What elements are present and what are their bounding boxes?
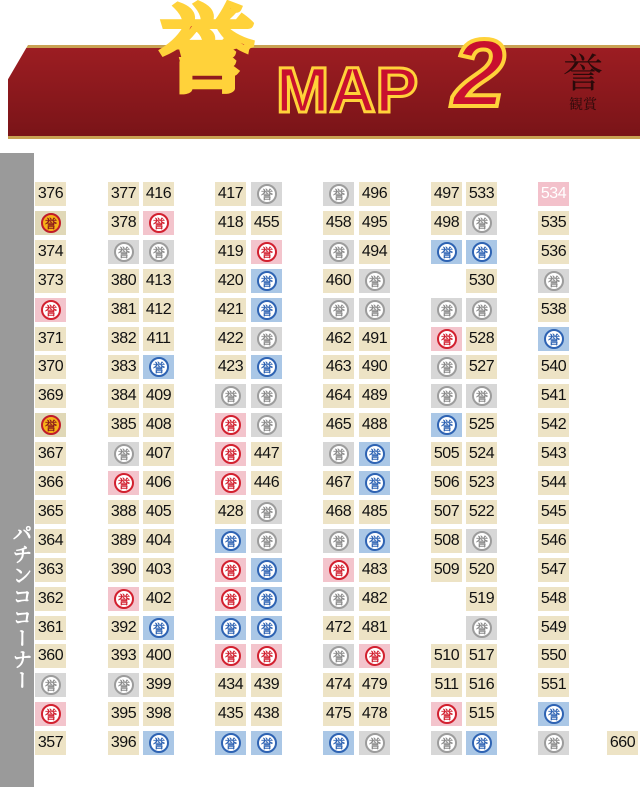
- seat-number[interactable]: 383: [108, 355, 139, 379]
- emblem-icon: 誉: [472, 618, 492, 638]
- red-machine-icon[interactable]: [215, 413, 246, 437]
- emblem-icon: 誉: [437, 357, 457, 377]
- emblem-icon: 誉: [41, 675, 61, 695]
- emblem-icon: 誉: [544, 271, 564, 291]
- seat-number[interactable]: 524: [466, 442, 497, 466]
- seat-number[interactable]: 361: [35, 616, 66, 640]
- emblem-icon: 誉: [544, 733, 564, 753]
- gray-machine-icon[interactable]: [466, 616, 497, 640]
- banner-kanji: 誉: [160, 0, 251, 106]
- red-machine-icon[interactable]: [143, 211, 174, 235]
- seat-number[interactable]: 536: [538, 240, 569, 264]
- emblem-icon: 誉: [329, 560, 349, 580]
- seat-number[interactable]: 523: [466, 471, 497, 495]
- seat-number[interactable]: 528: [466, 327, 497, 351]
- emblem-icon: 誉: [257, 184, 277, 204]
- gray-machine-icon[interactable]: [431, 355, 462, 379]
- emblem-icon: 誉: [437, 415, 457, 435]
- seat-number[interactable]: 542: [538, 413, 569, 437]
- seat-number[interactable]: 382: [108, 327, 139, 351]
- seat-number[interactable]: 472: [323, 616, 354, 640]
- header-banner: [0, 0, 640, 140]
- seat-number[interactable]: 495: [359, 211, 390, 235]
- seat-number[interactable]: 423: [215, 355, 246, 379]
- gray-machine-icon[interactable]: [538, 731, 569, 755]
- seat-number[interactable]: 481: [359, 616, 390, 640]
- emblem-icon: 誉: [257, 531, 277, 551]
- seat-number[interactable]: 377: [108, 182, 139, 206]
- seat-number[interactable]: 385: [108, 413, 139, 437]
- emblem-icon: 誉: [472, 300, 492, 320]
- seat-number[interactable]: 540: [538, 355, 569, 379]
- emblem-icon: 誉: [257, 618, 277, 638]
- seat-number[interactable]: 549: [538, 616, 569, 640]
- seat-number[interactable]: 455: [251, 211, 282, 235]
- seat-number[interactable]: 406: [143, 471, 174, 495]
- gray-machine-icon[interactable]: [251, 529, 282, 553]
- gray-machine-icon[interactable]: [359, 298, 390, 322]
- seat-number[interactable]: 405: [143, 500, 174, 524]
- gray-machine-icon[interactable]: [251, 327, 282, 351]
- gray-machine-icon[interactable]: [323, 587, 354, 611]
- seat-number[interactable]: 362: [35, 587, 66, 611]
- emblem-icon: 誉: [221, 415, 241, 435]
- emblem-icon: 誉: [544, 329, 564, 349]
- red-machine-icon[interactable]: [323, 558, 354, 582]
- seat-number[interactable]: 413: [143, 269, 174, 293]
- emblem-icon: 誉: [149, 242, 169, 262]
- red-machine-icon[interactable]: [251, 240, 282, 264]
- seat-number[interactable]: 388: [108, 500, 139, 524]
- seat-number[interactable]: 482: [359, 587, 390, 611]
- seat-number[interactable]: 458: [323, 211, 354, 235]
- seat-number[interactable]: 421: [215, 298, 246, 322]
- emblem-icon: 誉: [472, 733, 492, 753]
- blue-machine-icon[interactable]: [251, 355, 282, 379]
- seat-number[interactable]: 516: [466, 673, 497, 697]
- seat-number[interactable]: 403: [143, 558, 174, 582]
- seat-number[interactable]: 522: [466, 500, 497, 524]
- seat-number[interactable]: 412: [143, 298, 174, 322]
- gray-machine-icon[interactable]: [323, 442, 354, 466]
- seat-number[interactable]: 507: [431, 500, 462, 524]
- emblem-icon: 誉: [257, 242, 277, 262]
- seat-number[interactable]: 505: [431, 442, 462, 466]
- banner-title: MAP: [276, 54, 419, 126]
- gray-machine-icon[interactable]: [108, 442, 139, 466]
- seat-number[interactable]: 363: [35, 558, 66, 582]
- red-machine-icon[interactable]: [359, 644, 390, 668]
- emblem-icon: 誉: [257, 733, 277, 753]
- seat-number[interactable]: 360: [35, 644, 66, 668]
- seat-number[interactable]: 510: [431, 644, 462, 668]
- gray-machine-icon[interactable]: [108, 240, 139, 264]
- blue-machine-icon[interactable]: [466, 731, 497, 755]
- emblem-icon: 誉: [257, 329, 277, 349]
- gold-machine-icon[interactable]: [35, 211, 66, 235]
- blue-machine-icon[interactable]: [251, 558, 282, 582]
- blue-machine-icon[interactable]: [251, 269, 282, 293]
- seat-number[interactable]: 396: [108, 731, 139, 755]
- red-machine-icon[interactable]: [215, 587, 246, 611]
- emblem-icon: 誉: [41, 213, 61, 233]
- red-machine-icon[interactable]: [215, 471, 246, 495]
- blue-machine-icon[interactable]: [359, 471, 390, 495]
- seat-number[interactable]: 547: [538, 558, 569, 582]
- emblem-icon: 誉: [329, 300, 349, 320]
- emblem-icon: 誉: [472, 531, 492, 551]
- seat-number[interactable]: 508: [431, 529, 462, 553]
- blue-machine-icon[interactable]: [251, 616, 282, 640]
- emblem-icon: 誉: [329, 184, 349, 204]
- gray-machine-icon[interactable]: [323, 240, 354, 264]
- seat-number[interactable]: 408: [143, 413, 174, 437]
- gray-machine-icon[interactable]: [108, 673, 139, 697]
- emblem-icon: 誉: [365, 733, 385, 753]
- seat-number[interactable]: 490: [359, 355, 390, 379]
- emblem-icon: 誉: [114, 589, 134, 609]
- blue-machine-icon[interactable]: [143, 355, 174, 379]
- emblem-icon: 誉: [329, 242, 349, 262]
- seat-number[interactable]: 519: [466, 587, 497, 611]
- red-machine-icon[interactable]: [251, 644, 282, 668]
- seat-number[interactable]: 357: [35, 731, 66, 755]
- blue-machine-icon[interactable]: [215, 616, 246, 640]
- emblem-icon: 誉: [257, 646, 277, 666]
- seat-number[interactable]: 393: [108, 644, 139, 668]
- red-machine-icon[interactable]: [431, 327, 462, 351]
- seat-number[interactable]: 381: [108, 298, 139, 322]
- seat-number[interactable]: 369: [35, 384, 66, 408]
- seat-number[interactable]: 371: [35, 327, 66, 351]
- gray-machine-icon[interactable]: [323, 182, 354, 206]
- side-section-label: [0, 153, 34, 787]
- seat-number[interactable]: 373: [35, 269, 66, 293]
- gray-machine-icon[interactable]: [215, 384, 246, 408]
- seat-number[interactable]: 544: [538, 471, 569, 495]
- seat-number[interactable]: 422: [215, 327, 246, 351]
- seat-number[interactable]: 538: [538, 298, 569, 322]
- seat-number[interactable]: 446: [251, 471, 282, 495]
- seat-number[interactable]: 551: [538, 673, 569, 697]
- gray-machine-icon[interactable]: [251, 413, 282, 437]
- brand-logo: 誉 観賞: [563, 51, 603, 113]
- blue-machine-icon[interactable]: [538, 702, 569, 726]
- emblem-icon: 誉: [221, 733, 241, 753]
- seat-number[interactable]: 464: [323, 384, 354, 408]
- blue-machine-icon[interactable]: [251, 587, 282, 611]
- seat-number[interactable]: 545: [538, 500, 569, 524]
- gray-machine-icon[interactable]: [466, 384, 497, 408]
- emblem-icon: 誉: [257, 300, 277, 320]
- blue-machine-icon[interactable]: [323, 731, 354, 755]
- seat-number[interactable]: 498: [431, 211, 462, 235]
- seat-number[interactable]: 439: [251, 673, 282, 697]
- seat-number[interactable]: 390: [108, 558, 139, 582]
- emblem-icon: 誉: [365, 444, 385, 464]
- red-machine-icon[interactable]: [431, 702, 462, 726]
- seat-number[interactable]: 475: [323, 702, 354, 726]
- gray-machine-icon[interactable]: [359, 269, 390, 293]
- seat-number[interactable]: 543: [538, 442, 569, 466]
- gray-machine-icon[interactable]: [466, 529, 497, 553]
- emblem-icon: 誉: [257, 357, 277, 377]
- seat-number[interactable]: 416: [143, 182, 174, 206]
- seat-number[interactable]: 468: [323, 500, 354, 524]
- gray-machine-icon[interactable]: [359, 731, 390, 755]
- emblem-icon: 誉: [472, 242, 492, 262]
- seat-number[interactable]: 434: [215, 673, 246, 697]
- blue-machine-icon[interactable]: [466, 240, 497, 264]
- gray-machine-icon[interactable]: [466, 211, 497, 235]
- emblem-icon: 誉: [41, 300, 61, 320]
- blue-machine-icon[interactable]: [215, 731, 246, 755]
- seat-number[interactable]: 378: [108, 211, 139, 235]
- seat-number[interactable]: 527: [466, 355, 497, 379]
- pachinko-corner-label: パチンココーナー: [9, 523, 31, 691]
- gray-machine-icon[interactable]: [323, 644, 354, 668]
- emblem-icon: 誉: [114, 444, 134, 464]
- red-machine-icon[interactable]: [108, 471, 139, 495]
- blue-machine-icon[interactable]: [251, 731, 282, 755]
- seat-number[interactable]: 530: [466, 269, 497, 293]
- emblem-icon: 誉: [41, 704, 61, 724]
- emblem-icon: 誉: [114, 675, 134, 695]
- blue-machine-icon[interactable]: [359, 442, 390, 466]
- seat-number[interactable]: 460: [323, 269, 354, 293]
- seat-number[interactable]: 546: [538, 529, 569, 553]
- seat-number[interactable]: 417: [215, 182, 246, 206]
- seat-number[interactable]: 491: [359, 327, 390, 351]
- seat-number[interactable]: 374: [35, 240, 66, 264]
- seat-number[interactable]: 506: [431, 471, 462, 495]
- gray-machine-icon[interactable]: [431, 298, 462, 322]
- emblem-icon: 誉: [329, 531, 349, 551]
- seat-number[interactable]: 419: [215, 240, 246, 264]
- seat-number[interactable]: 409: [143, 384, 174, 408]
- seat-number[interactable]: 407: [143, 442, 174, 466]
- blue-machine-icon[interactable]: [431, 413, 462, 437]
- emblem-icon: 誉: [257, 271, 277, 291]
- seat-number[interactable]: 520: [466, 558, 497, 582]
- gray-machine-icon[interactable]: [431, 731, 462, 755]
- seat-number[interactable]: 534: [538, 182, 569, 206]
- emblem-icon: 誉: [365, 300, 385, 320]
- blue-machine-icon[interactable]: [215, 529, 246, 553]
- seat-number[interactable]: 399: [143, 673, 174, 697]
- seat-number[interactable]: 398: [143, 702, 174, 726]
- seat-number[interactable]: 488: [359, 413, 390, 437]
- seat-number[interactable]: 420: [215, 269, 246, 293]
- emblem-icon: 誉: [472, 213, 492, 233]
- emblem-icon: 誉: [149, 357, 169, 377]
- seat-number[interactable]: 479: [359, 673, 390, 697]
- emblem-icon: 誉: [257, 386, 277, 406]
- red-machine-icon[interactable]: [35, 702, 66, 726]
- gray-machine-icon[interactable]: [323, 298, 354, 322]
- emblem-icon: 誉: [365, 531, 385, 551]
- seat-number[interactable]: 494: [359, 240, 390, 264]
- seat-number[interactable]: 483: [359, 558, 390, 582]
- emblem-icon: 誉: [41, 415, 61, 435]
- emblem-icon: 誉: [437, 329, 457, 349]
- seat-number[interactable]: 509: [431, 558, 462, 582]
- red-machine-icon[interactable]: [108, 587, 139, 611]
- red-machine-icon[interactable]: [215, 644, 246, 668]
- gray-machine-icon[interactable]: [251, 182, 282, 206]
- emblem-icon: 誉: [257, 502, 277, 522]
- seat-number[interactable]: 496: [359, 182, 390, 206]
- emblem-icon: 誉: [437, 300, 457, 320]
- blue-machine-icon[interactable]: [359, 529, 390, 553]
- seat-number[interactable]: 474: [323, 673, 354, 697]
- gray-machine-icon[interactable]: [466, 298, 497, 322]
- emblem-icon: 誉: [437, 386, 457, 406]
- seat-number[interactable]: 497: [431, 182, 462, 206]
- emblem-icon: 誉: [329, 646, 349, 666]
- emblem-icon: 誉: [221, 473, 241, 493]
- seat-number[interactable]: 517: [466, 644, 497, 668]
- seat-number[interactable]: 463: [323, 355, 354, 379]
- blue-machine-icon[interactable]: [251, 298, 282, 322]
- emblem-icon: 誉: [221, 560, 241, 580]
- emblem-icon: 誉: [437, 242, 457, 262]
- gray-machine-icon[interactable]: [431, 384, 462, 408]
- seat-number[interactable]: 533: [466, 182, 497, 206]
- blue-machine-icon[interactable]: [431, 240, 462, 264]
- emblem-icon: 誉: [221, 646, 241, 666]
- seat-number[interactable]: 541: [538, 384, 569, 408]
- gray-machine-icon[interactable]: [35, 673, 66, 697]
- seat-number[interactable]: 380: [108, 269, 139, 293]
- seat-number[interactable]: 435: [215, 702, 246, 726]
- seat-number[interactable]: 376: [35, 182, 66, 206]
- emblem-icon: 誉: [149, 618, 169, 638]
- gold-machine-icon[interactable]: [35, 413, 66, 437]
- seat-number[interactable]: 384: [108, 384, 139, 408]
- seat-number[interactable]: 418: [215, 211, 246, 235]
- seat-number[interactable]: 515: [466, 702, 497, 726]
- gray-machine-icon[interactable]: [538, 269, 569, 293]
- seat-number[interactable]: 402: [143, 587, 174, 611]
- emblem-icon: 誉: [329, 733, 349, 753]
- seat-number[interactable]: 660: [607, 731, 638, 755]
- seat-number[interactable]: 489: [359, 384, 390, 408]
- seat-number[interactable]: 367: [35, 442, 66, 466]
- seat-number[interactable]: 548: [538, 587, 569, 611]
- emblem-icon: 誉: [114, 242, 134, 262]
- emblem-icon: 誉: [149, 213, 169, 233]
- gray-machine-icon[interactable]: [323, 529, 354, 553]
- emblem-icon: 誉: [114, 473, 134, 493]
- emblem-icon: 誉: [437, 733, 457, 753]
- seat-number[interactable]: 404: [143, 529, 174, 553]
- emblem-icon: 誉: [472, 386, 492, 406]
- emblem-icon: 誉: [329, 444, 349, 464]
- emblem-icon: 誉: [257, 415, 277, 435]
- blue-machine-icon[interactable]: [538, 327, 569, 351]
- seat-number[interactable]: 478: [359, 702, 390, 726]
- seat-number[interactable]: 550: [538, 644, 569, 668]
- emblem-icon: 誉: [221, 531, 241, 551]
- emblem-icon: 誉: [149, 733, 169, 753]
- emblem-icon: 誉: [365, 473, 385, 493]
- emblem-icon: 誉: [221, 444, 241, 464]
- gray-machine-icon[interactable]: [251, 384, 282, 408]
- seat-number[interactable]: 400: [143, 644, 174, 668]
- emblem-icon: 誉: [221, 618, 241, 638]
- seat-number[interactable]: 535: [538, 211, 569, 235]
- seat-number[interactable]: 366: [35, 471, 66, 495]
- emblem-icon: 誉: [365, 646, 385, 666]
- blue-machine-icon[interactable]: [143, 616, 174, 640]
- seat-number[interactable]: 485: [359, 500, 390, 524]
- emblem-icon: 誉: [544, 704, 564, 724]
- seat-number[interactable]: 447: [251, 442, 282, 466]
- emblem-icon: 誉: [365, 271, 385, 291]
- emblem-icon: 誉: [257, 589, 277, 609]
- banner-number: 2: [452, 20, 506, 127]
- emblem-icon: 誉: [221, 589, 241, 609]
- seat-number[interactable]: 511: [431, 673, 462, 697]
- seat-number[interactable]: 462: [323, 327, 354, 351]
- emblem-icon: 誉: [257, 560, 277, 580]
- seat-number[interactable]: 467: [323, 471, 354, 495]
- blue-machine-icon[interactable]: [143, 731, 174, 755]
- seat-number[interactable]: 438: [251, 702, 282, 726]
- emblem-icon: 誉: [437, 704, 457, 724]
- seat-number[interactable]: 465: [323, 413, 354, 437]
- red-machine-icon[interactable]: [215, 558, 246, 582]
- seat-number[interactable]: 411: [143, 327, 174, 351]
- emblem-icon: 誉: [221, 386, 241, 406]
- red-machine-icon[interactable]: [215, 442, 246, 466]
- seat-number[interactable]: 392: [108, 616, 139, 640]
- seat-number[interactable]: 365: [35, 500, 66, 524]
- seat-number[interactable]: 364: [35, 529, 66, 553]
- emblem-icon: 誉: [329, 589, 349, 609]
- gray-machine-icon[interactable]: [143, 240, 174, 264]
- seat-number[interactable]: 370: [35, 355, 66, 379]
- seat-number[interactable]: 395: [108, 702, 139, 726]
- red-machine-icon[interactable]: [35, 298, 66, 322]
- seat-number[interactable]: 428: [215, 500, 246, 524]
- gray-machine-icon[interactable]: [251, 500, 282, 524]
- seat-number[interactable]: 389: [108, 529, 139, 553]
- seat-number[interactable]: 525: [466, 413, 497, 437]
